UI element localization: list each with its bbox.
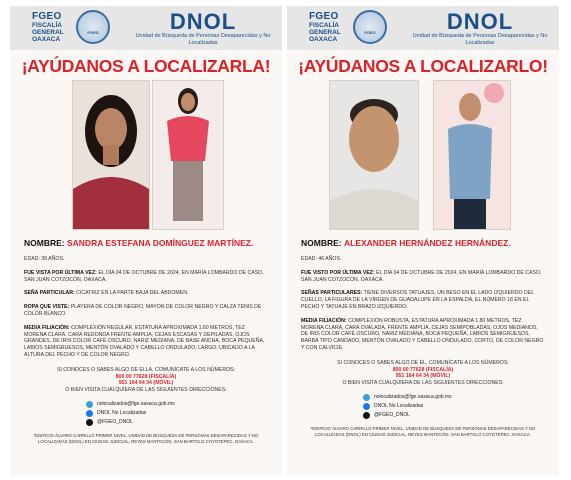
missing-person-poster-left xyxy=(10,6,282,476)
poster-header xyxy=(10,6,282,50)
physical-description-field xyxy=(24,325,268,359)
fgeo-seal-icon xyxy=(353,10,387,44)
full-body-photo-graphic xyxy=(434,81,510,229)
mail-icon xyxy=(86,401,93,408)
marks-field xyxy=(301,290,545,310)
age-field xyxy=(24,256,268,263)
contact-outro: O BIEN VISITA CUALQUIERA DE LAS SIGUIENTES DIRECCIONES: xyxy=(65,387,227,394)
facebook-icon xyxy=(86,410,93,417)
mail-icon xyxy=(363,394,370,401)
full-body-photo-graphic xyxy=(153,81,223,229)
last-seen-label: FUE VISTA POR ÚLTIMA VEZ: xyxy=(24,269,97,276)
contact-block xyxy=(10,367,282,394)
social-x-row[interactable] xyxy=(86,418,206,427)
portrait-photo-graphic xyxy=(330,81,418,229)
dnol-title: DNOL xyxy=(169,9,237,34)
full-body-photo xyxy=(152,80,224,230)
fgeo-logo-line3: GENERAL xyxy=(309,29,341,36)
poster-headline: ¡AYÚDANOS A LOCALIZARLA! xyxy=(21,56,271,76)
marks-label: SEÑA PARTICULAR: xyxy=(24,290,75,297)
phone-mobile[interactable]: 951 164 64 34 (MÓVIL) xyxy=(118,380,174,387)
last-seen-label: FUE VISTO POR ÚLTIMA VEZ: xyxy=(301,269,375,276)
phone-fiscalia[interactable]: 800 00 77628 (FISCALÍA) xyxy=(115,373,177,380)
age-field xyxy=(301,256,545,263)
fgeo-logo-text: FGEO xyxy=(309,11,339,22)
facebook-icon xyxy=(363,403,370,410)
social-facebook-row[interactable] xyxy=(363,402,483,411)
dnol-logo xyxy=(128,10,278,46)
age-value: EDAD: 38 AÑOS. xyxy=(24,256,65,262)
contact-intro: SI CONOCES O SABES ALGO DE ÉL, COMUNÍCATE A LOS NÚMEROS: xyxy=(337,359,509,366)
x-icon xyxy=(363,412,370,419)
last-seen-field xyxy=(24,270,268,284)
seal-text: FGEO xyxy=(87,30,99,35)
photo-area xyxy=(287,80,559,230)
person-name xyxy=(24,238,268,249)
social-email-row[interactable] xyxy=(363,393,483,402)
facebook-link[interactable]: DNOL No Localizadas xyxy=(374,403,424,410)
email-link[interactable]: nolocalizados@fge.oaxaca.gob.mx xyxy=(374,394,452,401)
fgeo-logo xyxy=(309,11,347,43)
address-footnote: *EDIFICIO ÁLVARO CARRILLO PRIMER NIVEL, UNIDAD DE BÚSQUEDA DE PERSONAS DESAPARECIDAS Y NO LOCALIZADAS (DNOL) EN CIUDAD JUDICIAL, REYES MANTECÓN, SAN BARTOLO COYOTEPEC, OAXACA. xyxy=(33,432,259,444)
phone-fiscalia[interactable]: 800 00 77628 (FISCALÍA) xyxy=(392,366,454,373)
age-value: EDAD: 46 AÑOS. xyxy=(301,256,342,262)
marks-label: SEÑAS PARTICULARES: xyxy=(301,290,363,297)
missing-person-poster-right xyxy=(287,6,559,476)
poster-headline: ¡AYÚDANOS A LOCALIZARLO! xyxy=(298,56,548,76)
facebook-link[interactable]: DNOL No Localizadas xyxy=(97,410,147,417)
fgeo-logo-line4: OAXACA xyxy=(32,36,61,43)
marks-field xyxy=(24,290,268,297)
email-link[interactable]: nolocalizados@fge.oaxaca.gob.mx xyxy=(97,401,175,408)
x-icon xyxy=(86,419,93,426)
physical-value: COMPLEXIÓN REGULAR, ESTATURA APROXIMADA 1.60 METROS, TEZ MORENA CLARA, CARA REDONDA FRENTE AMPLIA, CEJAS ESCASAS Y DEPILADAS, OJOS GRANDES, DE IRIS COLOR CAFÉ OSCURO, NARIZ MEDIANA, DE BASE ANCHA, BOCA PEQUEÑA, LABIOS SEMIGRUESOS, MENTÓN OVALADO Y CABELLO ONDULADO, LARGO, UBICADO A LA ALTURA DEL PECHO Y DE COLOR NEGRO. xyxy=(24,324,265,358)
name-label: NOMBRE: xyxy=(24,238,65,248)
poster-header xyxy=(287,6,559,50)
fgeo-seal-icon xyxy=(76,10,110,44)
address-footnote: *EDIFICIO ÁLVARO CARRILLO PRIMER NIVEL, UNIDAD DE BÚSQUEDA DE PERSONAS DESAPARECIDAS Y NO LOCALIZADAS (DNOL) EN CIUDAD JUDICIAL, REYES MANTECÓN, SAN BARTOLO COYOTEPEC, OAXACA. xyxy=(310,425,536,437)
x-link[interactable]: @FGEO_DNOL xyxy=(374,412,410,419)
full-body-photo xyxy=(433,80,511,230)
fgeo-logo-line3: GENERAL xyxy=(32,29,64,36)
contact-intro: SI CONOCES O SABES ALGO DE ELLA, COMUNÍCATE A LOS NÚMEROS: xyxy=(56,366,236,373)
fgeo-logo-line2: FISCALÍA xyxy=(309,22,339,29)
fgeo-logo xyxy=(32,11,70,43)
physical-value: COMPLEXIÓN ROBUSTA, ESTATURA APROXIMADA 1.80 METROS, TEZ MORENA CLARA, CARA OVALADA, FRENTE AMPLIA, CEJAS SEMIPOBLADAS, OJOS MEDIANOS, DE IRIS COLOR CAFÉ OSCURO, NARIZ MEDIANA, BOCA PEQUEÑA, LABIOS SEMIGRUESOS, BARBA TIPO CANDADO, MENTÓN OVALADO Y CABELLO ONDULADO, CORTO, DE COLOR NEGRO Y CON CALVICIE. xyxy=(301,317,544,351)
fgeo-logo-line4: OAXACA xyxy=(309,36,338,43)
physical-description-field xyxy=(301,318,545,352)
person-name xyxy=(301,238,545,249)
clothing-label: ROPA QUE VISTE: xyxy=(24,304,70,311)
marks-value: TIENE DIVERSOS TATUAJES, UN BESO EN EL LADO IZQUIERDO DEL CUELLO, LA FIGURA DE LA VIRGEN DE GUADALUPE EN LA ESPALDA, EL NÚMERO 18 EN EL PECHO Y TATUAJE EN BRAZO IZQUIERDO. xyxy=(301,290,534,310)
name-label: NOMBRE: xyxy=(301,238,342,248)
social-facebook-row[interactable] xyxy=(86,409,206,418)
dnol-subtitle: Unidad de Búsqueda de Personas Desaparecidas y No Localizadas xyxy=(412,33,548,46)
marks-value: CICATRIZ EN LA PARTE BAJA DEL ABDOMEN. xyxy=(76,290,189,297)
contact-outro: O BIEN VISITA CUALQUIERA DE LAS SIGUIENTES DIRECCIONES: xyxy=(342,380,504,387)
dnol-title: DNOL xyxy=(446,9,514,34)
portrait-photo xyxy=(72,80,150,230)
physical-label: MEDIA FILIACIÓN: xyxy=(301,317,347,324)
fgeo-logo-text: FGEO xyxy=(32,11,62,22)
clothing-field xyxy=(24,304,268,318)
social-x-row[interactable] xyxy=(363,411,483,420)
phone-mobile[interactable]: 951 164 64 34 (MÓVIL) xyxy=(395,373,451,380)
photo-area xyxy=(10,80,282,230)
contact-block xyxy=(287,360,559,387)
fgeo-logo-line2: FISCALÍA xyxy=(32,22,62,29)
social-email-row[interactable] xyxy=(86,400,206,409)
last-seen-value: EL DÍA 04 DE OCTUBRE DE 2024, EN MARÍA LOMBARDO DE CASO, SAN JUAN COTZOCÓN, OAXACA. xyxy=(301,269,542,283)
last-seen-value: EL DÍA 04 DE OCTUBRE DE 2024, EN MARÍA LOMBARDO DE CASO, SAN JUAN COTZOCÓN, OAXACA. xyxy=(24,269,264,283)
x-link[interactable]: @FGEO_DNOL xyxy=(97,419,133,426)
portrait-photo-graphic xyxy=(73,81,149,229)
name-value: SANDRA ESTEFANA DOMÍNGUEZ MARTÍNEZ. xyxy=(66,238,254,248)
physical-label: MEDIA FILIACIÓN: xyxy=(24,324,70,331)
seal-text: FGEO xyxy=(364,30,376,35)
clothing-value: PLAYERA DE COLOR NEGRO, MAYON DE COLOR NEGRO Y CALZA TENIS DE COLOR BLANCO. xyxy=(24,304,262,317)
social-links xyxy=(363,393,483,420)
dnol-subtitle: Unidad de Búsqueda de Personas Desaparecidas y No Localizadas xyxy=(135,33,271,46)
portrait-photo xyxy=(329,80,419,230)
last-seen-field xyxy=(301,270,545,284)
social-links xyxy=(86,400,206,427)
dnol-logo xyxy=(405,10,555,46)
name-value: ALEXANDER HERNÁNDEZ HERNÁNDEZ. xyxy=(343,238,511,248)
